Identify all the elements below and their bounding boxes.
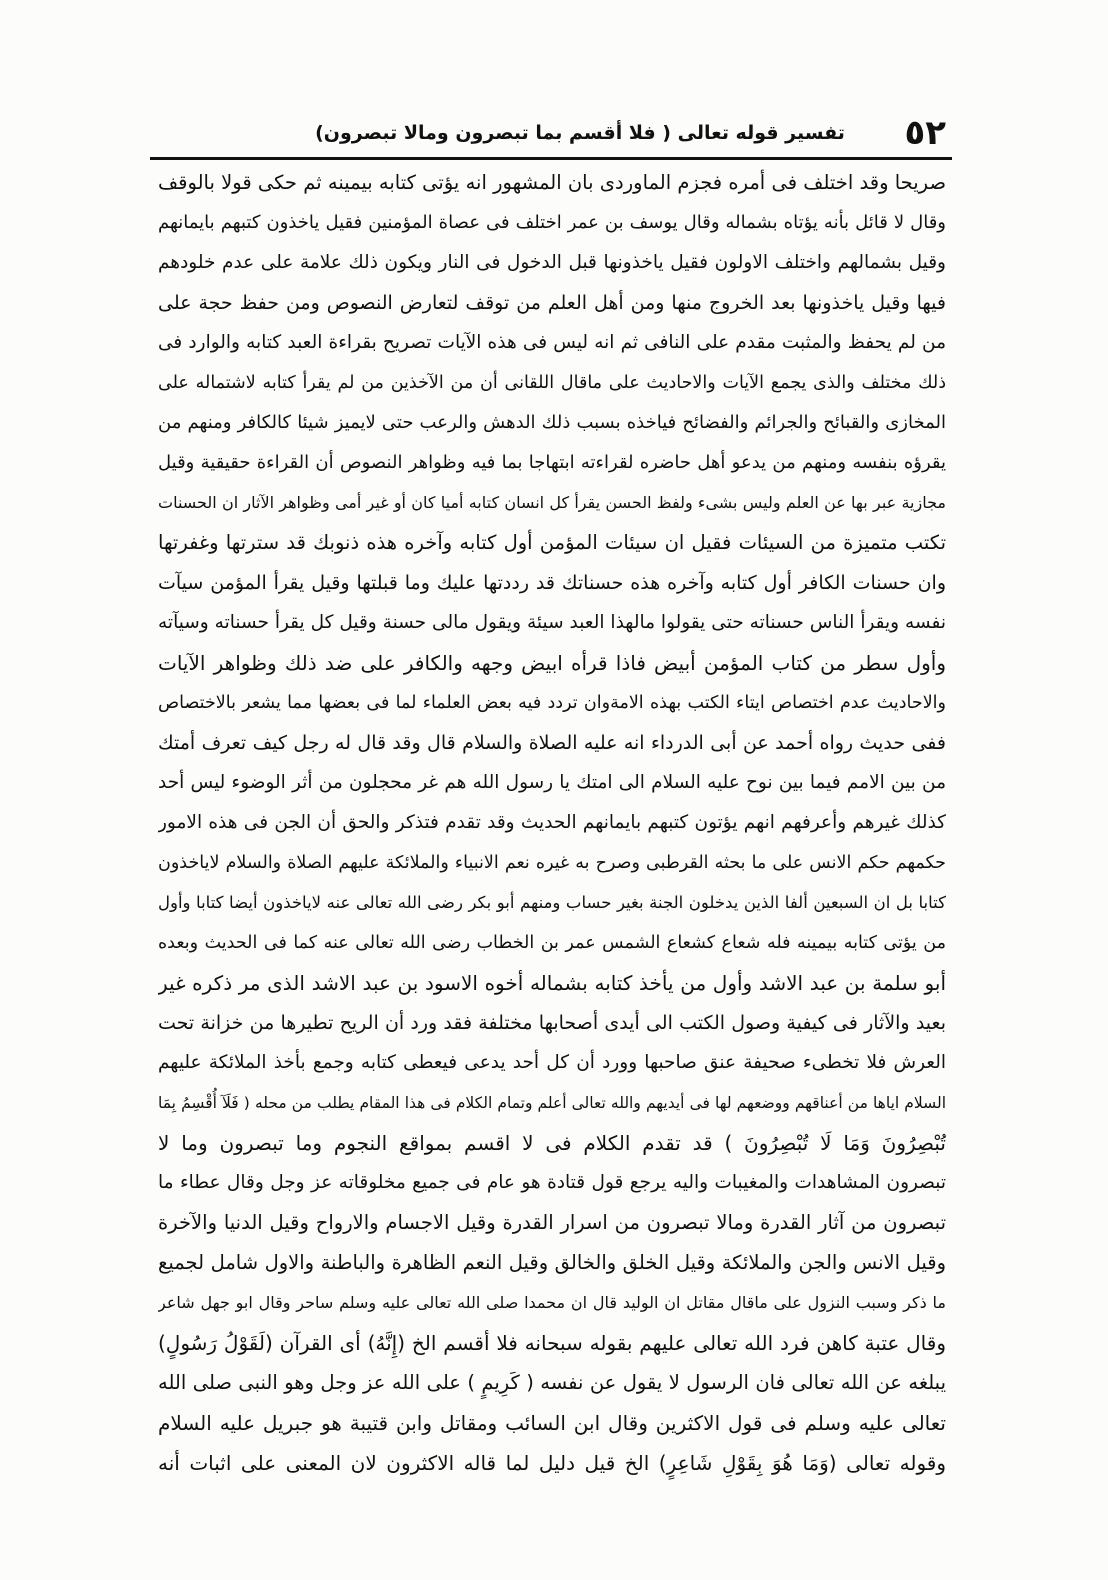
text-line: مجازية عبر بها عن العلم وليس بشىء ولفظ الحسن يقرأ كل انسان كتابه أميا كان أو غير أمى وظواهر الآثار ان الحسنات — [158, 493, 946, 512]
text-line: وقال عتبة كاهن فرد الله تعالى عليهم بقوله سبحانه فلا أقسم الخ (إِنَّهُ) أى القرآن (لَقَوْلُ رَسُولٍ) — [158, 1331, 946, 1355]
text-line: وقيل الانس والجن والملائكة وقيل الخلق والخالق وقيل النعم الظاهرة والباطنة والاول شامل لجميع — [158, 1251, 946, 1274]
text-line: يبلغه عن الله تعالى فان الرسول لا يقول عن نفسه ( كَرِيمٍ ) على الله عز وجل وهو النبى صلى الله — [158, 1371, 946, 1394]
text-line: تبصرون من آثار القدرة ومالا تبصرون من اسرار القدرة وقيل الاجسام والارواح وقيل الدنيا والآخرة — [158, 1211, 946, 1234]
text-line: نفسه ويقرأ الناس حسناته حتى يقولوا مالهذا العبد سيئة ويقول مالى حسنة وقيل كل يقرأ حسناته وسيآته — [158, 612, 946, 633]
text-line: أبو سلمة بن عبد الاشد وأول من يأخذ كتابه بشماله أخوه الاسود بن عبد الاشد الذى مر ذكره غير — [158, 971, 946, 995]
text-line: وأول سطر من كتاب المؤمن أبيض فاذا قرأه ابيض وجهه والكافر على ضد ذلك وظواهر الآيات — [158, 651, 946, 675]
text-line: وقال لا قائل بأنه يؤتاه بشماله وقال يوسف بن عمر اختلف فى عصاة المؤمنين فقيل ياخذون كتبهم بايمانهم — [158, 212, 946, 233]
text-line: وان حسنات الكافر أول كتابه وآخره هذه حسناتك قد رددتها عليك وما قبلتها وقيل يقرأ المؤمن سيآت — [158, 572, 946, 594]
text-line: العرش فلا تخطىء صحيفة عنق صاحبها وورد أن كل أحد يدعى فيعطى كتابه وجمع بأخذ الملائكة عليهم — [158, 1052, 946, 1073]
text-line: وقوله تعالى (وَمَا هُوَ بِقَوْلِ شَاعِرٍ) الخ قيل دليل لما قاله الاكثرون لان المعنى على اثبات أنه — [158, 1451, 946, 1475]
text-line: السلام اياها من أعناقهم ووضعهم لها فى أيديهم والله تعالى أعلم وتمام الكلام فى هذا المقام يطلب من محله ( فَلَآ أُقْسِمُ بِمَا — [158, 1094, 946, 1112]
text-line: ذلك مختلف والذى يجمع الآيات والاحاديث على ماقال اللقانى أن من الآخذين من لم يقرأ كتابه لاشتماله على — [158, 373, 946, 393]
text-line: بعيد والآثار فى كيفية وصول الكتب الى أيدى أصحابها مختلفة فقد ورد أن الريح تطيرها من خزانة تحت — [158, 1012, 946, 1034]
text-line: من بين الامم فيما بين نوح عليه السلام الى امتك يا رسول الله هم غر محجلون من أثر الوضوء ليس أحد — [158, 772, 946, 793]
text-line: ففى حديث رواه أحمد عن أبى الدرداء انه عليه الصلاة والسلام قال وقد قال له رجل كيف تعرف أمتك — [158, 732, 946, 754]
text-line: من لم يحفظ والمثبت مقدم على النافى ثم انه ليس فى هذه الآيات تصريح بقراءة العبد كتابه والوارد فى — [158, 332, 946, 353]
text-line: تكتب متميزة من السيئات فقيل ان سيئات المؤمن أول كتابه وآخره هذه ذنوبك قد سترتها وغفرتها — [158, 531, 946, 554]
page-number: ٥٢ — [904, 113, 946, 153]
text-line: والاحاديث عدم اختصاص ايتاء الكتب بهذه الامةوان تردد فيه بعض العلماء لما فى بعضها مما يشعر بالاختصاص — [158, 693, 946, 713]
running-title: تفسير قوله تعالى ( فلا أقسم بما تبصرون ومالا تبصرون) — [315, 122, 845, 144]
text-line: حكمهم حكم الانس على ما بحثه القرطبى وصرح به غيره نعم الانبياء والملائكة عليهم الصلاة والسلام لاياخذون — [158, 853, 946, 873]
text-line: تُبْصِرُونَ وَمَا لَا تُبْصِرُونَ ) قد تقدم الكلام فى لا اقسم بمواقع النجوم وما تبصرون وما لا — [158, 1131, 946, 1155]
text-line: وقيل بشمالهم واختلف الاولون فقيل ياخذونها قبل الدخول فى النار ويكون ذلك علامة على عدم خلودهم — [158, 252, 946, 273]
text-line: يقرؤه بنفسه ومنهم من يدعو أهل حاضره لقراءته ابتهاجا بما فيه وظواهر النصوص أن القراءة حقيقية وقيل — [158, 452, 946, 473]
text-line: من يؤتى كتابه بيمينه فله شعاع كشعاع الشمس عمر بن الخطاب رضى الله تعالى عنه كما فى الحديث وبعده — [158, 933, 946, 953]
main-text — [158, 163, 946, 1483]
text-line: فيها وقيل ياخذونها بعد الخروج منها ومن أهل العلم من توقف لتعارض النصوص ومن حفظ حجة على — [158, 292, 946, 314]
text-line: كذلك غيرهم وأعرفهم انهم يؤتون كتبهم بايمانهم الحديث وقد تقدم فتذكر والحق أن الجن فى هذه الامور — [158, 812, 946, 833]
text-line: المخازى والقبائح والجرائم والفضائح فياخذه بسبب ذلك الدهش والرعب حتى لايميز شيئا كالكافر ومنهم من — [158, 412, 946, 433]
text-line: ما ذكر وسبب النزول على ماقال مقاتل ان الوليد قال ان محمدا صلى الله تعالى عليه وسلم ساحر وقال ابو جهل شاعر — [158, 1293, 946, 1312]
text-line: تعالى عليه وسلم فى قول الاكثرين وقال ابن السائب ومقاتل وابن قتيبة هو جبريل عليه السلام — [158, 1411, 946, 1435]
text-line: كتابا بل ان السبعين ألفا الذين يدخلون الجنة بغير حساب ومنهم أبو بكر رضى الله تعالى عنه لاياخذون أيضا كتابا وأول — [158, 893, 946, 912]
text-line: تبصرون المشاهدات والمغيبات واليه يرجع قول قتادة هو عام فى جميع مخلوقاته عز وجل وقال عطاء ما — [158, 1172, 946, 1193]
text-line: صريحا وقد اختلف فى أمره فجزم الماوردى بان المشهور انه يؤتى كتابه بيمينه ثم حكى قولا بالوقف — [158, 171, 946, 194]
header-rule — [150, 157, 952, 160]
